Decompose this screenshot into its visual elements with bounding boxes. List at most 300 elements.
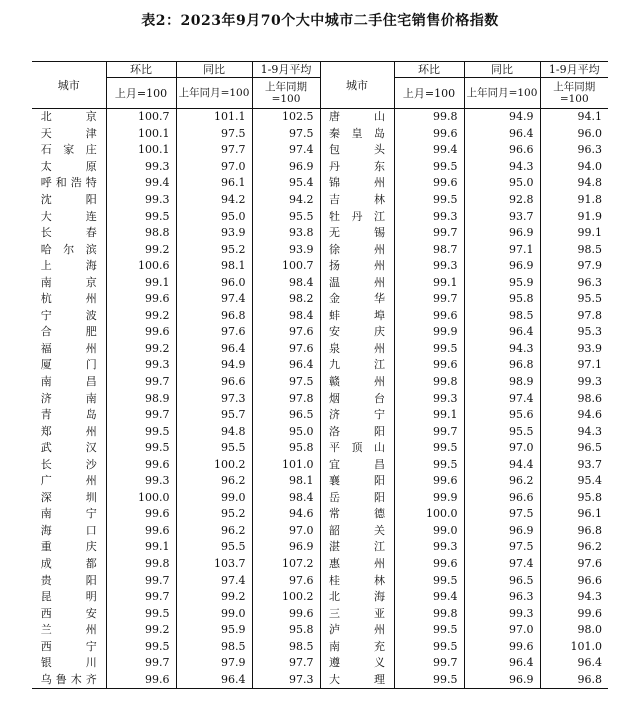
- yoy-value-right: 94.4: [464, 456, 540, 473]
- mom-value-right: 99.6: [394, 308, 464, 325]
- city-name: 泸州: [329, 623, 385, 637]
- city-cell-left: [32, 423, 106, 440]
- yoy-value-right: 95.9: [464, 274, 540, 291]
- ytd-value-right: 96.5: [577, 441, 602, 455]
- mom-value-right: 99.7: [394, 225, 464, 242]
- table-row: [32, 589, 608, 606]
- mom-value-left: 99.6: [106, 506, 176, 523]
- yoy-value-left: 99.0: [176, 490, 252, 507]
- yoy-value-right: 96.9: [464, 523, 540, 540]
- city-cell-left: [32, 605, 106, 622]
- ytd-value-left: 95.4: [252, 175, 320, 192]
- mom-value-right: 99.5: [394, 440, 464, 457]
- mom-value-left: 99.5: [106, 440, 176, 457]
- yoy-value-left: 95.5: [176, 539, 252, 556]
- ytd-value-left: 98.4: [252, 490, 320, 507]
- city-name: 蚌埠: [329, 308, 385, 322]
- mom-value-right: 99.1: [394, 274, 464, 291]
- yoy-value-left: 96.4: [176, 672, 252, 689]
- ytd-value-left: 97.4: [252, 142, 320, 159]
- mom-value-right: 99.1: [394, 407, 464, 424]
- city-name: 银川: [40, 656, 97, 670]
- city-name: 大理: [329, 672, 385, 686]
- ytd-value-left: 98.5: [252, 639, 320, 656]
- table-row: [32, 159, 608, 176]
- ytd-value-right: 96.3: [577, 143, 602, 157]
- mom-value-right: 99.7: [394, 423, 464, 440]
- mom-value-left: 99.3: [106, 192, 176, 209]
- city-name: 南昌: [40, 375, 97, 389]
- city-name: 襄阳: [329, 474, 385, 488]
- city-name: 沈阳: [40, 193, 97, 206]
- yoy-value-left: 95.2: [176, 241, 252, 258]
- city-name: 常德: [329, 507, 385, 521]
- city-name: 济南: [40, 391, 97, 405]
- header-ytd-right: 1-9月平均: [540, 62, 608, 78]
- city-cell-left: [32, 258, 106, 275]
- city-name: 赣州: [329, 375, 385, 389]
- mom-value-left: 99.6: [106, 324, 176, 341]
- ytd-value-left: 93.8: [252, 225, 320, 242]
- city-name: 长沙: [40, 457, 97, 471]
- ytd-value-left: 97.3: [252, 672, 320, 689]
- table-row: [32, 473, 608, 490]
- city-cell-right: [320, 291, 394, 308]
- city-cell-left: [32, 341, 106, 358]
- yoy-value-left: 94.8: [176, 423, 252, 440]
- ytd-value-left: 93.9: [252, 241, 320, 258]
- city-cell-right: [320, 274, 394, 291]
- mom-value-left: 99.1: [106, 539, 176, 556]
- yoy-value-right: 96.9: [464, 225, 540, 242]
- header-yoy-left: 同比: [176, 62, 252, 78]
- mom-value-right: 99.7: [394, 291, 464, 308]
- city-cell-right: [320, 175, 394, 192]
- mom-value-left: 99.5: [106, 208, 176, 225]
- yoy-value-right: 98.5: [464, 308, 540, 325]
- yoy-value-left: 95.7: [176, 407, 252, 424]
- mom-value-left: 99.5: [106, 605, 176, 622]
- city-name: 贵阳: [40, 573, 97, 587]
- city-cell-left: [32, 390, 106, 407]
- ytd-value-left: 96.9: [252, 159, 320, 176]
- city-name: 宁波: [40, 308, 97, 322]
- mom-value-right: 99.3: [394, 208, 464, 225]
- ytd-value-left: 100.7: [252, 258, 320, 275]
- yoy-value-left: 98.5: [176, 639, 252, 656]
- header-yoy-base-right: 上年同月=100: [464, 78, 540, 109]
- mom-value-right: 99.6: [394, 357, 464, 374]
- yoy-value-right: 96.4: [464, 655, 540, 672]
- table-row: [32, 622, 608, 639]
- city-name: 福州: [40, 341, 97, 355]
- mom-value-right: 99.5: [394, 159, 464, 176]
- table-row: [32, 274, 608, 291]
- table-row: [32, 605, 608, 622]
- city-name: 太原: [40, 159, 97, 173]
- mom-value-right: 99.8: [394, 374, 464, 391]
- yoy-value-left: 95.5: [176, 440, 252, 457]
- mom-value-left: 99.3: [106, 357, 176, 374]
- table-row: [32, 192, 608, 209]
- mom-value-left: 99.5: [106, 423, 176, 440]
- yoy-value-right: 93.7: [464, 208, 540, 225]
- yoy-value-right: 95.0: [464, 175, 540, 192]
- city-name: 深圳: [40, 490, 97, 504]
- table-row: [32, 572, 608, 589]
- city-name: 北京: [40, 110, 97, 124]
- yoy-value-right: 94.3: [464, 159, 540, 176]
- table-row: [32, 109, 608, 126]
- header-ytd-base-right: 上年同期=100: [540, 78, 608, 109]
- page-title: 表2：2023年9月70个大中城市二手住宅销售价格指数: [141, 13, 499, 29]
- city-name: 西宁: [40, 639, 97, 653]
- city-name: 南充: [329, 639, 385, 653]
- city-cell-right: [320, 258, 394, 275]
- city-name: 武汉: [40, 441, 97, 455]
- city-name: 三亚: [329, 606, 385, 620]
- city-name: 广州: [40, 474, 97, 488]
- city-cell-right: [320, 672, 394, 689]
- ytd-value-right: 101.0: [570, 639, 602, 653]
- mom-value-right: 99.6: [394, 556, 464, 573]
- table-row: [32, 374, 608, 391]
- header-ytd-base-left: 上年同期=100: [252, 78, 320, 109]
- ytd-value-left: 97.5: [252, 374, 320, 391]
- ytd-value-left: 94.2: [252, 192, 320, 209]
- ytd-value-right: 95.5: [577, 292, 602, 306]
- city-name: 哈尔滨: [40, 242, 97, 256]
- city-cell-right: [320, 556, 394, 573]
- mom-value-right: 99.9: [394, 490, 464, 507]
- ytd-value-left: 98.2: [252, 291, 320, 308]
- table-row: [32, 241, 608, 258]
- city-name: 丹东: [329, 159, 385, 173]
- table-row: [32, 490, 608, 507]
- ytd-value-right: 96.0: [577, 126, 602, 140]
- city-name: 天津: [40, 126, 97, 140]
- city-name: 大连: [40, 209, 97, 223]
- table-row: [32, 324, 608, 341]
- ytd-value-left: 101.0: [252, 456, 320, 473]
- mom-value-right: 99.7: [394, 655, 464, 672]
- table-row: [32, 639, 608, 656]
- yoy-value-left: 97.0: [176, 159, 252, 176]
- city-name: 郑州: [40, 424, 97, 438]
- mom-value-left: 98.9: [106, 390, 176, 407]
- city-name: 吉林: [329, 193, 385, 206]
- yoy-value-right: 97.5: [464, 506, 540, 523]
- city-cell-left: [32, 126, 106, 143]
- city-cell-right: [320, 605, 394, 622]
- ytd-value-right: 97.9: [577, 259, 602, 273]
- yoy-value-right: 99.3: [464, 605, 540, 622]
- city-cell-left: [32, 655, 106, 672]
- ytd-value-left: 95.8: [252, 622, 320, 639]
- yoy-value-left: 97.5: [176, 126, 252, 143]
- mom-value-left: 99.7: [106, 374, 176, 391]
- ytd-value-right: 94.6: [577, 408, 602, 422]
- yoy-value-left: 101.1: [176, 109, 252, 126]
- city-cell-right: [320, 225, 394, 242]
- table-row: [32, 142, 608, 159]
- yoy-value-right: 96.6: [464, 490, 540, 507]
- city-name: 杭州: [40, 292, 97, 306]
- city-name: 无锡: [329, 226, 385, 240]
- ytd-value-right: 94.0: [577, 159, 602, 173]
- yoy-value-left: 96.2: [176, 473, 252, 490]
- city-cell-left: [32, 159, 106, 176]
- city-cell-right: [320, 423, 394, 440]
- yoy-value-right: 97.5: [464, 539, 540, 556]
- yoy-value-left: 97.4: [176, 572, 252, 589]
- header-mom-base-left: 上月=100: [106, 78, 176, 109]
- city-name: 乌鲁木齐: [40, 672, 97, 686]
- city-cell-left: [32, 622, 106, 639]
- ytd-value-right: 95.3: [577, 325, 602, 339]
- mom-value-left: 99.3: [106, 473, 176, 490]
- yoy-value-right: 96.9: [464, 672, 540, 689]
- ytd-value-left: 96.5: [252, 407, 320, 424]
- yoy-value-left: 95.0: [176, 208, 252, 225]
- city-cell-left: [32, 291, 106, 308]
- city-cell-left: [32, 208, 106, 225]
- header-mom-right: 环比: [394, 62, 464, 78]
- city-name: 厦门: [40, 358, 97, 372]
- ytd-value-right: 97.8: [577, 308, 602, 322]
- mom-value-left: 99.2: [106, 308, 176, 325]
- ytd-value-right: 99.6: [577, 606, 602, 620]
- city-cell-left: [32, 142, 106, 159]
- yoy-value-right: 97.0: [464, 622, 540, 639]
- mom-value-left: 100.7: [106, 109, 176, 126]
- city-name: 长春: [40, 226, 97, 240]
- header-city-right: 城市: [320, 62, 394, 109]
- table-row: [32, 523, 608, 540]
- city-name: 牡丹江: [329, 209, 385, 223]
- table-row: [32, 126, 608, 143]
- city-cell-left: [32, 473, 106, 490]
- city-name: 韶关: [329, 523, 385, 537]
- city-cell-right: [320, 589, 394, 606]
- city-cell-right: [320, 192, 394, 209]
- city-name: 包头: [329, 143, 385, 157]
- mom-value-right: 99.6: [394, 126, 464, 143]
- table-body: [32, 109, 608, 689]
- mom-value-right: 99.3: [394, 258, 464, 275]
- city-cell-right: [320, 639, 394, 656]
- city-name: 烟台: [329, 391, 385, 405]
- city-cell-right: [320, 308, 394, 325]
- city-cell-right: [320, 324, 394, 341]
- city-cell-left: [32, 374, 106, 391]
- city-name: 重庆: [40, 540, 97, 554]
- ytd-value-left: 97.5: [252, 126, 320, 143]
- ytd-value-left: 95.0: [252, 423, 320, 440]
- city-cell-left: [32, 440, 106, 457]
- mom-value-right: 99.0: [394, 523, 464, 540]
- mom-value-right: 99.5: [394, 622, 464, 639]
- city-name: 秦皇岛: [329, 126, 385, 140]
- yoy-value-right: 97.0: [464, 440, 540, 457]
- city-cell-left: [32, 456, 106, 473]
- ytd-value-left: 107.2: [252, 556, 320, 573]
- mom-value-left: 99.7: [106, 572, 176, 589]
- yoy-value-left: 97.4: [176, 291, 252, 308]
- city-name: 平顶山: [329, 441, 385, 455]
- yoy-value-right: 96.3: [464, 589, 540, 606]
- yoy-value-right: 96.8: [464, 357, 540, 374]
- price-index-table: [32, 61, 608, 689]
- mom-value-left: 99.1: [106, 274, 176, 291]
- city-name: 惠州: [329, 557, 385, 571]
- ytd-value-left: 97.6: [252, 341, 320, 358]
- yoy-value-right: 97.4: [464, 556, 540, 573]
- ytd-value-right: 96.6: [577, 573, 602, 587]
- mom-value-left: 100.1: [106, 142, 176, 159]
- mom-value-right: 99.5: [394, 639, 464, 656]
- city-cell-left: [32, 572, 106, 589]
- ytd-value-left: 97.7: [252, 655, 320, 672]
- ytd-value-left: 98.4: [252, 308, 320, 325]
- ytd-value-left: 97.6: [252, 572, 320, 589]
- city-cell-right: [320, 126, 394, 143]
- mom-value-right: 99.5: [394, 341, 464, 358]
- city-name: 桂林: [329, 573, 385, 587]
- table-row: [32, 655, 608, 672]
- city-name: 扬州: [329, 259, 385, 273]
- mom-value-left: 99.2: [106, 241, 176, 258]
- city-cell-left: [32, 672, 106, 689]
- city-cell-left: [32, 225, 106, 242]
- mom-value-left: 99.2: [106, 341, 176, 358]
- city-cell-right: [320, 109, 394, 126]
- header-yoy-right: 同比: [464, 62, 540, 78]
- city-cell-left: [32, 539, 106, 556]
- table-row: [32, 291, 608, 308]
- header-mom-left: 环比: [106, 62, 176, 78]
- header-ytd-left: 1-9月平均: [252, 62, 320, 78]
- ytd-value-right: 97.6: [577, 557, 602, 571]
- ytd-value-right: 99.1: [577, 226, 602, 240]
- yoy-value-left: 94.9: [176, 357, 252, 374]
- ytd-value-left: 100.2: [252, 589, 320, 606]
- mom-value-left: 100.1: [106, 126, 176, 143]
- yoy-value-left: 96.8: [176, 308, 252, 325]
- yoy-value-left: 96.2: [176, 523, 252, 540]
- mom-value-right: 99.5: [394, 456, 464, 473]
- ytd-value-right: 95.8: [577, 490, 602, 504]
- city-cell-left: [32, 523, 106, 540]
- mom-value-left: 99.4: [106, 175, 176, 192]
- mom-value-right: 99.4: [394, 142, 464, 159]
- ytd-value-left: 99.6: [252, 605, 320, 622]
- mom-value-right: 99.8: [394, 605, 464, 622]
- ytd-value-left: 95.5: [252, 208, 320, 225]
- city-cell-right: [320, 407, 394, 424]
- city-cell-right: [320, 440, 394, 457]
- header-mom-base-right: 上月=100: [394, 78, 464, 109]
- ytd-value-left: 94.6: [252, 506, 320, 523]
- mom-value-left: 99.5: [106, 639, 176, 656]
- yoy-value-left: 97.7: [176, 142, 252, 159]
- city-name: 温州: [329, 275, 385, 289]
- city-name: 呼和浩特: [40, 176, 97, 190]
- yoy-value-left: 95.2: [176, 506, 252, 523]
- city-cell-left: [32, 109, 106, 126]
- yoy-value-right: 95.5: [464, 423, 540, 440]
- table-row: [32, 672, 608, 689]
- city-cell-right: [320, 456, 394, 473]
- header-city-left: 城市: [32, 62, 106, 109]
- ytd-value-right: 93.9: [577, 341, 602, 355]
- city-cell-right: [320, 142, 394, 159]
- city-cell-right: [320, 506, 394, 523]
- city-cell-right: [320, 341, 394, 358]
- yoy-value-left: 96.6: [176, 374, 252, 391]
- city-cell-right: [320, 539, 394, 556]
- ytd-value-right: 99.3: [577, 375, 602, 389]
- city-cell-left: [32, 274, 106, 291]
- ytd-value-right: 96.3: [577, 275, 602, 289]
- yoy-value-right: 96.6: [464, 142, 540, 159]
- city-cell-right: [320, 523, 394, 540]
- mom-value-left: 100.0: [106, 490, 176, 507]
- city-name: 金华: [329, 292, 385, 306]
- mom-value-right: 98.7: [394, 241, 464, 258]
- yoy-value-right: 94.3: [464, 341, 540, 358]
- ytd-value-right: 94.3: [577, 590, 602, 604]
- city-cell-left: [32, 556, 106, 573]
- table-row: [32, 456, 608, 473]
- ytd-value-right: 96.4: [577, 656, 602, 670]
- yoy-value-left: 98.1: [176, 258, 252, 275]
- city-cell-right: [320, 490, 394, 507]
- mom-value-left: 99.6: [106, 456, 176, 473]
- mom-value-left: 99.8: [106, 556, 176, 573]
- yoy-value-right: 95.8: [464, 291, 540, 308]
- yoy-value-right: 97.1: [464, 241, 540, 258]
- city-cell-right: [320, 357, 394, 374]
- city-name: 成都: [40, 557, 97, 571]
- mom-value-right: 99.9: [394, 324, 464, 341]
- city-cell-left: [32, 506, 106, 523]
- table-row: [32, 357, 608, 374]
- ytd-value-right: 94.1: [577, 110, 602, 124]
- mom-value-left: 99.7: [106, 407, 176, 424]
- ytd-value-right: 98.0: [577, 623, 602, 637]
- yoy-value-left: 94.2: [176, 192, 252, 209]
- table-row: [32, 556, 608, 573]
- yoy-value-left: 97.9: [176, 655, 252, 672]
- city-cell-left: [32, 192, 106, 209]
- mom-value-right: 99.3: [394, 390, 464, 407]
- ytd-value-right: 98.5: [577, 242, 602, 256]
- yoy-value-left: 99.2: [176, 589, 252, 606]
- yoy-value-left: 100.2: [176, 456, 252, 473]
- ytd-value-right: 96.8: [577, 672, 602, 686]
- city-name: 济宁: [329, 408, 385, 422]
- yoy-value-left: 99.0: [176, 605, 252, 622]
- mom-value-right: 99.6: [394, 175, 464, 192]
- city-cell-right: [320, 622, 394, 639]
- yoy-value-left: 96.4: [176, 341, 252, 358]
- city-cell-left: [32, 241, 106, 258]
- yoy-value-right: 96.2: [464, 473, 540, 490]
- table-row: [32, 225, 608, 242]
- mom-value-left: 99.6: [106, 523, 176, 540]
- city-cell-right: [320, 241, 394, 258]
